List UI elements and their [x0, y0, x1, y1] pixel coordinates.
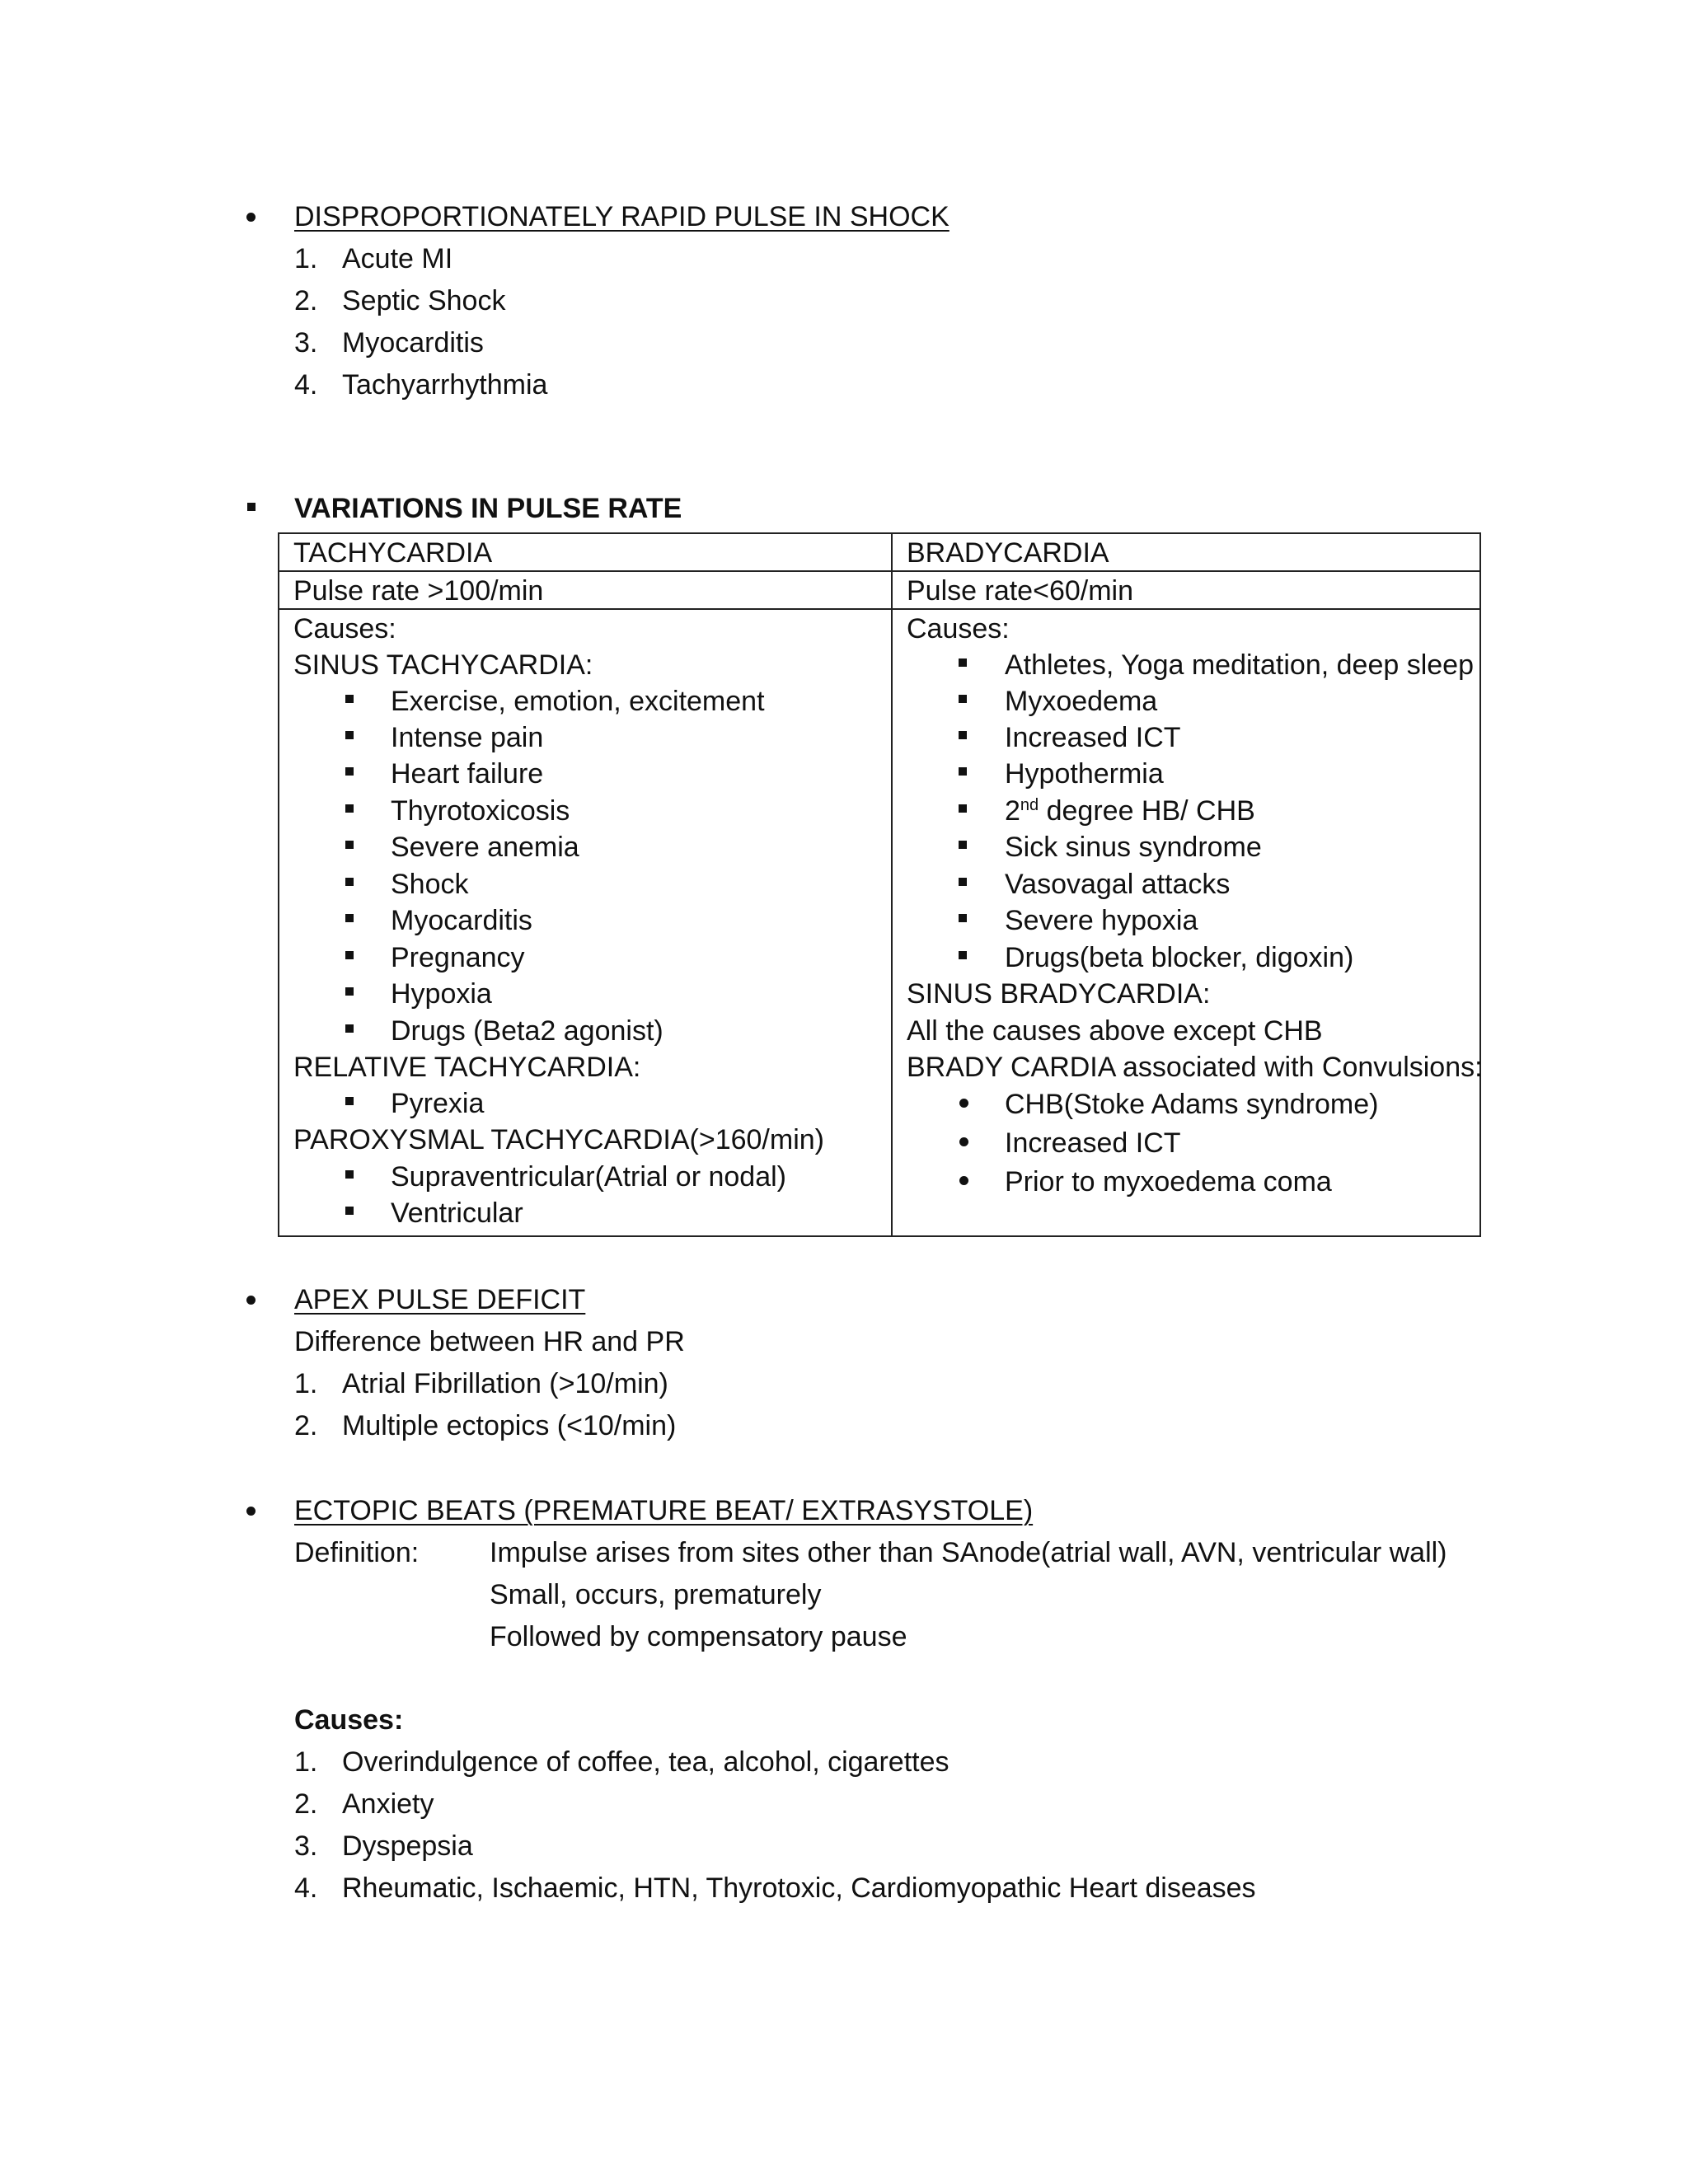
square-bullet-icon — [959, 878, 967, 886]
sinus-tachycardia-label: SINUS TACHYCARDIA: — [293, 649, 593, 681]
square-bullet-icon — [959, 841, 967, 849]
list-item: Shock — [391, 869, 469, 900]
table-border — [891, 532, 893, 1237]
list-item: CHB(Stoke Adams syndrome) — [1005, 1089, 1379, 1120]
list-number: 1. — [294, 1368, 318, 1399]
list-item: Pregnancy — [391, 942, 525, 973]
bullet-icon — [959, 1099, 968, 1108]
list-item: Myxoedema — [1005, 686, 1158, 717]
table-border — [278, 1235, 1481, 1237]
hb-number: 2 — [1005, 795, 1020, 827]
table-header-bradycardia: BRADYCARDIA — [907, 537, 1109, 569]
list-number: 2. — [294, 1788, 318, 1820]
list-item: Exercise, emotion, excitement — [391, 686, 765, 717]
definition-line: Followed by compensatory pause — [490, 1621, 907, 1652]
definition-label: Definition: — [294, 1537, 420, 1568]
list-item: Drugs (Beta2 agonist) — [391, 1015, 663, 1047]
list-item: Athletes, Yoga meditation, deep sleep — [1005, 649, 1474, 681]
bullet-icon — [246, 1296, 256, 1305]
hb-text: degree HB/ CHB — [1039, 795, 1255, 827]
table-border — [1479, 532, 1481, 1237]
hb-ordinal-suffix: nd — [1020, 796, 1039, 814]
square-bullet-icon — [959, 658, 967, 667]
square-bullet-icon — [345, 1097, 354, 1105]
list-item: Acute MI — [342, 243, 453, 274]
table-header-tachycardia: TACHYCARDIA — [293, 537, 493, 569]
square-bullet-icon — [345, 841, 354, 849]
list-item: Myocarditis — [391, 905, 532, 936]
section-heading: ECTOPIC BEATS (PREMATURE BEAT/ EXTRASYSTOLE) — [294, 1495, 1034, 1526]
list-item: Prior to myxoedema coma — [1005, 1166, 1332, 1197]
square-bullet-icon — [959, 695, 967, 703]
list-number: 3. — [294, 1830, 318, 1862]
list-item: Intense pain — [391, 722, 544, 753]
paroxysmal-tachycardia-label: PAROXYSMAL TACHYCARDIA(>160/min) — [293, 1124, 824, 1155]
square-bullet-icon — [345, 804, 354, 813]
table-border — [278, 608, 1481, 610]
square-bullet-icon — [247, 503, 256, 511]
definition-line: Impulse arises from sites other than SAnode(atrial wall, AVN, ventricular wall) — [490, 1537, 1447, 1568]
list-item: Sick sinus syndrome — [1005, 832, 1262, 863]
list-item: Hypoxia — [391, 978, 492, 1010]
table-cell-rate: Pulse rate >100/min — [293, 575, 544, 607]
list-item: Increased ICT — [1005, 722, 1181, 753]
apex-description: Difference between HR and PR — [294, 1326, 685, 1357]
list-item: Supraventricular(Atrial or nodal) — [391, 1161, 786, 1193]
list-number: 1. — [294, 1746, 318, 1778]
square-bullet-icon — [345, 878, 354, 886]
causes-label: Causes: — [293, 613, 396, 644]
list-item: Severe hypoxia — [1005, 905, 1198, 936]
list-item: Anxiety — [342, 1788, 434, 1820]
table-border — [278, 532, 1481, 534]
list-item-heart-block — [1005, 797, 1255, 825]
list-item: Hypothermia — [1005, 758, 1164, 790]
square-bullet-icon — [345, 914, 354, 922]
causes-label: Causes: — [907, 613, 1010, 644]
square-bullet-icon — [345, 1024, 354, 1033]
bullet-icon — [959, 1176, 968, 1185]
list-item: Septic Shock — [342, 285, 506, 316]
square-bullet-icon — [345, 767, 354, 776]
list-item: Heart failure — [391, 758, 544, 790]
relative-tachycardia-label: RELATIVE TACHYCARDIA: — [293, 1052, 641, 1083]
list-item: Ventricular — [391, 1197, 523, 1229]
list-item: Rheumatic, Ischaemic, HTN, Thyrotoxic, Cardiomyopathic Heart diseases — [342, 1872, 1256, 1904]
list-item: Myocarditis — [342, 327, 484, 359]
list-item: Increased ICT — [1005, 1127, 1181, 1159]
list-number: 1. — [294, 243, 318, 274]
square-bullet-icon — [959, 914, 967, 922]
table-border — [278, 570, 1481, 572]
bullet-icon — [959, 1137, 968, 1146]
list-item: Vasovagal attacks — [1005, 869, 1231, 900]
list-item: Thyrotoxicosis — [391, 795, 570, 827]
list-item: Dyspepsia — [342, 1830, 473, 1862]
table-border — [278, 532, 279, 1237]
list-item: Severe anemia — [391, 832, 579, 863]
list-number: 3. — [294, 327, 318, 359]
square-bullet-icon — [345, 695, 354, 703]
square-bullet-icon — [959, 731, 967, 739]
square-bullet-icon — [345, 1170, 354, 1179]
table-cell-rate: Pulse rate<60/min — [907, 575, 1133, 607]
square-bullet-icon — [345, 731, 354, 739]
convulsions-label: BRADY CARDIA associated with Convulsions: — [907, 1052, 1483, 1083]
section-heading: VARIATIONS IN PULSE RATE — [294, 493, 682, 524]
sinus-bradycardia-label: SINUS BRADYCARDIA: — [907, 978, 1211, 1010]
causes-label: Causes: — [294, 1704, 404, 1736]
list-item: Multiple ectopics (<10/min) — [342, 1410, 677, 1441]
square-bullet-icon — [959, 951, 967, 959]
square-bullet-icon — [345, 951, 354, 959]
section-heading: APEX PULSE DEFICIT — [294, 1284, 586, 1315]
list-number: 4. — [294, 369, 318, 401]
list-number: 2. — [294, 1410, 318, 1441]
section-heading: DISPROPORTIONATELY RAPID PULSE IN SHOCK — [294, 201, 950, 232]
square-bullet-icon — [959, 804, 967, 813]
square-bullet-icon — [345, 1207, 354, 1215]
list-item: Overindulgence of coffee, tea, alcohol, cigarettes — [342, 1746, 950, 1778]
bullet-icon — [246, 213, 256, 222]
list-item: Tachyarrhythmia — [342, 369, 548, 401]
list-item: Drugs(beta blocker, digoxin) — [1005, 942, 1354, 973]
list-item: Pyrexia — [391, 1088, 485, 1119]
bullet-icon — [246, 1507, 256, 1516]
list-number: 4. — [294, 1872, 318, 1904]
sinus-bradycardia-text: All the causes above except CHB — [907, 1015, 1323, 1047]
definition-line: Small, occurs, prematurely — [490, 1579, 822, 1610]
list-item: Atrial Fibrillation (>10/min) — [342, 1368, 668, 1399]
list-number: 2. — [294, 285, 318, 316]
square-bullet-icon — [959, 767, 967, 776]
square-bullet-icon — [345, 987, 354, 996]
